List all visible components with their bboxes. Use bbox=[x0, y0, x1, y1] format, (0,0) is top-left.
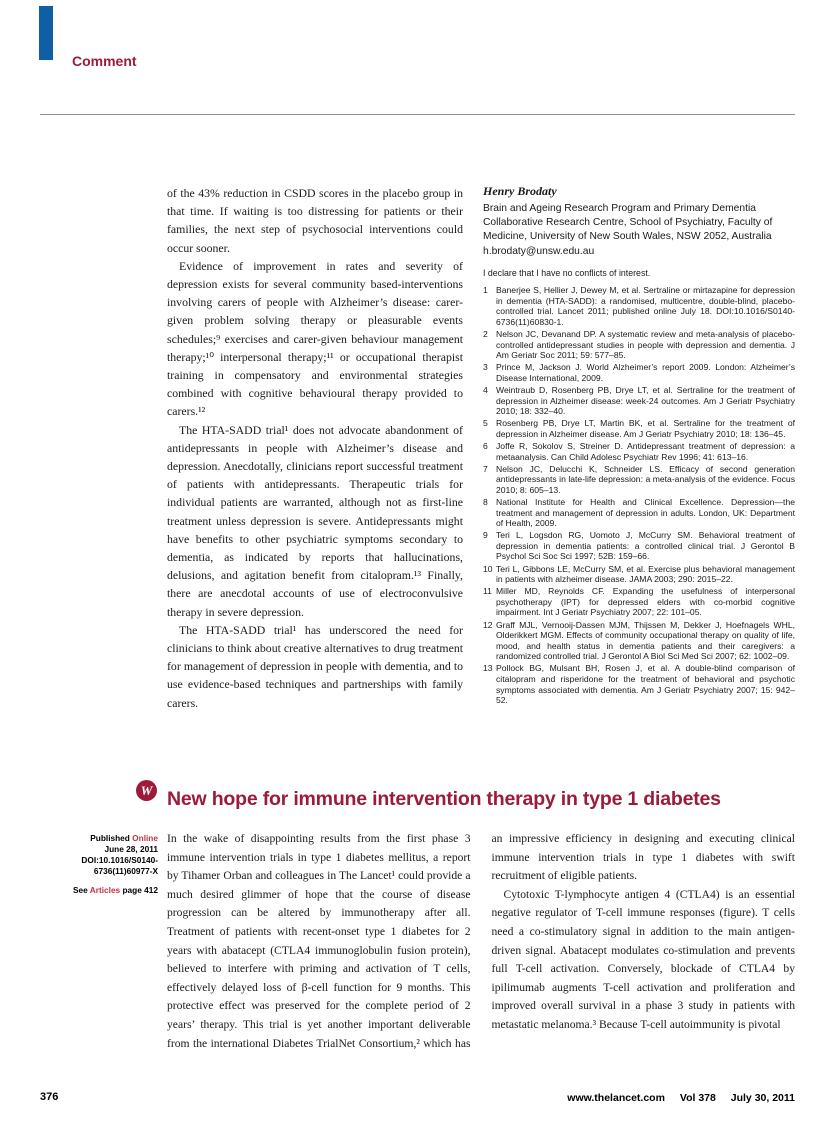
reference-item bbox=[483, 385, 795, 417]
reference-item bbox=[483, 497, 795, 529]
reference-text: Teri L, Gibbons LE, McCurry SM, et al. Exercise plus behavioral management in patients with alzheimer disease. JAMA 2003; 290: 2015–22. bbox=[496, 563, 795, 585]
article1-body-column bbox=[167, 184, 463, 712]
article1-paragraph: The HTA-SADD trial¹ does not advocate abandonment of antidepressants in people with Alzheimer’s disease and depression. Anecdotally, clinicians report successful treatment of patients with antidepressants. Therapeutic trials for individual patients are warranted, although not as first-line treatment unless depression is severe. Antidepressants might have benefits to other psychiatric symptoms secondary to dementia, as indicated by reports that hallucinations, delusions, and agitation benefit from citalopram.¹³ Finally, there are anecdotal accounts of use of electroconvulsive therapy in severe depression. bbox=[167, 422, 463, 619]
reference-number: 10 bbox=[483, 563, 493, 574]
reference-text: Weintraub D, Rosenberg PB, Drye LT, et al. Sertraline for the treatment of depression in Alzheimer disease: week-24 outcomes. Am J Geriatr Psychiatry 2010; 18: 332–40. bbox=[496, 385, 795, 417]
reference-item bbox=[483, 530, 795, 562]
page-number: 376 bbox=[40, 1091, 59, 1103]
reference-item bbox=[483, 362, 795, 383]
article2-paragraph: In the wake of disappointing results from the first phase 3 immune intervention trials in type 1 diabetes mellitus, a report by Tihamer Orban and colleagues in The Lancet¹ could provide a much desired glimmer of hope that the course of disease progression can be altered by immunotherapy after all. Treatment of patients with recent-onset type 1 diabetes for 2 years with abatacept (CTLA4 immunoglobulin fusion protein), believed to interfere with priming and activation of T cells, effectively delayed loss of β-cell function for 9 months. This protective effect was preserved for the complete period of 2 years’ therapy. This trial is yet another important deliverable from the international Diabetes TrialNet Consortium,² which has an impressive efficiency in designing and executing clinical immune intervention trials in type 1 diabetes with swift recruitment of eligible patients. bbox=[167, 832, 795, 1050]
reference-text: National Institute for Health and Clinical Excellence. Depression—the treatment and management of depression in adults. London, UK: Department of Health, 2009. bbox=[496, 496, 795, 529]
published-date: June 28, 2011 bbox=[104, 844, 158, 854]
reference-item bbox=[483, 418, 795, 439]
conflict-declaration: I declare that I have no conflicts of interest. bbox=[483, 268, 651, 279]
journal-url-link[interactable]: www.thelancet.com bbox=[567, 1092, 665, 1104]
article1-paragraph: Evidence of improvement in rates and severity of depression exists for several community based-interventions involving carers of people with Alzheimer’s disease: carer-given problem solving therapy or pleasurable events schedules;⁹ exercises and carer-given behaviour management therapy;¹⁰ interpersonal therapy;¹¹ or occupational therapist training in compensatory and environmental strategies combined with cognitive behavioural therapy provided to carers.¹² bbox=[167, 258, 463, 419]
author-name: Henry Brodaty bbox=[483, 184, 557, 198]
reference-number: 2 bbox=[483, 329, 488, 340]
reference-item bbox=[483, 586, 795, 618]
reference-number: 1 bbox=[483, 285, 488, 296]
reference-text: Banerjee S, Hellier J, Dewey M, et al. Sertraline or mirtazapine for depression in dementia (HTA-SADD): a randomised, multicentre, double-blind, placebo-controlled trial. Lancet 2011; published online July 18. DOI:10.1016/S0140-6736(11)60830-1. bbox=[496, 285, 795, 327]
issue-date-label: July 30, 2011 bbox=[730, 1092, 795, 1104]
reference-item bbox=[483, 441, 795, 462]
published-label: Published bbox=[90, 833, 133, 843]
published-online-note bbox=[46, 833, 158, 844]
reference-number: 5 bbox=[483, 418, 488, 429]
reference-text: Nelson JC, Delucchi K, Schneider LS. Efficacy of second generation antidepressants in late-life depression: a meta-analysis of the evidence. Focus 2010; 8: 605–13. bbox=[496, 463, 795, 495]
reference-text: Pollock BG, Mulsant BH, Rosen J, et al. A double-blind comparison of citalopram and risperidone for the treatment of behavioral and psychotic symptoms associated with dementia. Am J Geriatr Psychiatry 2007; 15: 942–52. bbox=[496, 663, 795, 706]
reference-item bbox=[483, 620, 795, 662]
reference-text: Graff MJL, Vernooij-Dassen MJM, Thijssen M, Dekker J, Hoefnagels WHL, Olderikkert MGM. Effects of community occupational therapy on quality of life, mood, and health status in dementia patients and their caregivers: a randomized controlled trial. J Gerontol A Biol Sci Med Sci 2007; 62: 1002–09. bbox=[496, 619, 795, 662]
footer-running-line bbox=[567, 1092, 795, 1104]
reference-list bbox=[483, 285, 795, 706]
reference-number: 3 bbox=[483, 362, 488, 373]
reference-number: 12 bbox=[483, 619, 493, 630]
volume-label: Vol 378 bbox=[679, 1092, 716, 1104]
see-page-label: page 412 bbox=[120, 885, 158, 895]
article2-paragraph: Cytotoxic T-lymphocyte antigen 4 (CTLA4) is an essential negative regulator of T-cell immune responses (figure). T cells need a co-stimulatory signal in addition to the main antigen-driven signal. Abatacept modulates co-stimulation and prevents full T-cell activation. Conversely, blockade of CTLA4 by ipilimumab augments T-cell activation and proliferation and improved overall survival in a phase 3 study in patients with metastatic melanoma.³ Because T-cell autoimmunity is pivotal bbox=[491, 887, 795, 1031]
article1-paragraph: The HTA-SADD trial¹ has underscored the need for clinicians to think about creative alternatives to drug treatment for management of depression in people with dementia, and to use evidence-based techniques and partnerships with family carers. bbox=[167, 622, 463, 710]
article2-body-columns bbox=[167, 830, 795, 1078]
reference-text: Joffe R, Sokolov S, Streiner D. Antidepressant treatment of depression: a metaanalysis. Can Child Adolesc Psychiatr Rev 1996; 41: 613–16. bbox=[496, 441, 795, 462]
section-heading: Comment bbox=[72, 53, 137, 69]
reference-number: 7 bbox=[483, 463, 488, 474]
article2-margin-notes bbox=[46, 833, 158, 896]
doi-text[interactable]: DOI:10.1016/S0140-6736(11)60977-X bbox=[81, 855, 158, 876]
see-articles-note[interactable] bbox=[46, 885, 158, 896]
lancet-blue-bar bbox=[39, 6, 53, 60]
article1-meta-column bbox=[483, 184, 795, 707]
reference-item bbox=[483, 329, 795, 361]
author-email-link[interactable]: h.brodaty@unsw.edu.au bbox=[483, 246, 595, 258]
online-link[interactable]: Online bbox=[132, 833, 158, 843]
reference-text: Prince M, Jackson J. World Alzheimer’s report 2009. London: Alzheimer’s Disease International, 2009. bbox=[496, 362, 795, 383]
reference-number: 4 bbox=[483, 385, 488, 396]
reference-number: 13 bbox=[483, 663, 493, 674]
reference-number: 8 bbox=[483, 496, 488, 507]
reference-number: 6 bbox=[483, 441, 488, 451]
reference-item bbox=[483, 663, 795, 705]
header-divider bbox=[40, 114, 795, 115]
reference-text: Nelson JC, Devanand DP. A systematic review and meta-analysis of placebo-controlled antidepressant studies in people with depression and dementia. J Am Geriatr Soc 2011; 59: 577–85. bbox=[496, 329, 795, 361]
reference-item bbox=[483, 564, 795, 585]
reference-text: Miller MD, Reynolds CF. Expanding the usefulness of interpersonal psychotherapy (IPT) for depressed elders with co-morbid cognitive impairment. Int J Geriatr Psychiatry 2007; 22: 101–05. bbox=[496, 586, 795, 618]
author-affiliation: Brain and Ageing Research Program and Primary Dementia Collaborative Research Centre, School of Psychiatry, Faculty of Medicine, University of New South Wales, NSW 2052, Australia bbox=[483, 203, 773, 242]
web-extra-icon: W bbox=[136, 780, 157, 801]
reference-item bbox=[483, 464, 795, 496]
reference-number: 11 bbox=[483, 586, 492, 597]
reference-text: Rosenberg PB, Drye LT, Martin BK, et al. Sertraline for the treatment of depression in Alzheimer disease. Am J Geriatr Psychiatry 2010; 18: 136–45. bbox=[496, 418, 795, 439]
see-label: See bbox=[72, 885, 90, 895]
article2-title: New hope for immune intervention therapy in type 1 diabetes bbox=[167, 788, 721, 811]
reference-item bbox=[483, 285, 795, 327]
reference-text: Teri L, Logsdon RG, Uomoto J, McCurry SM. Behavioral treatment of depression in dementia patients: a controlled clinical trial. J Gerontol B Psychol Sci Soc Sci 1997; 52B: 159–66. bbox=[496, 530, 795, 562]
article1-paragraph: of the 43% reduction in CSDD scores in the placebo group in that time. If waiting is too distressing for patients or their families, the next step of psychosocial interventions could occur sooner. bbox=[167, 186, 463, 255]
articles-link[interactable]: Articles bbox=[89, 885, 121, 895]
reference-number: 9 bbox=[483, 530, 488, 541]
